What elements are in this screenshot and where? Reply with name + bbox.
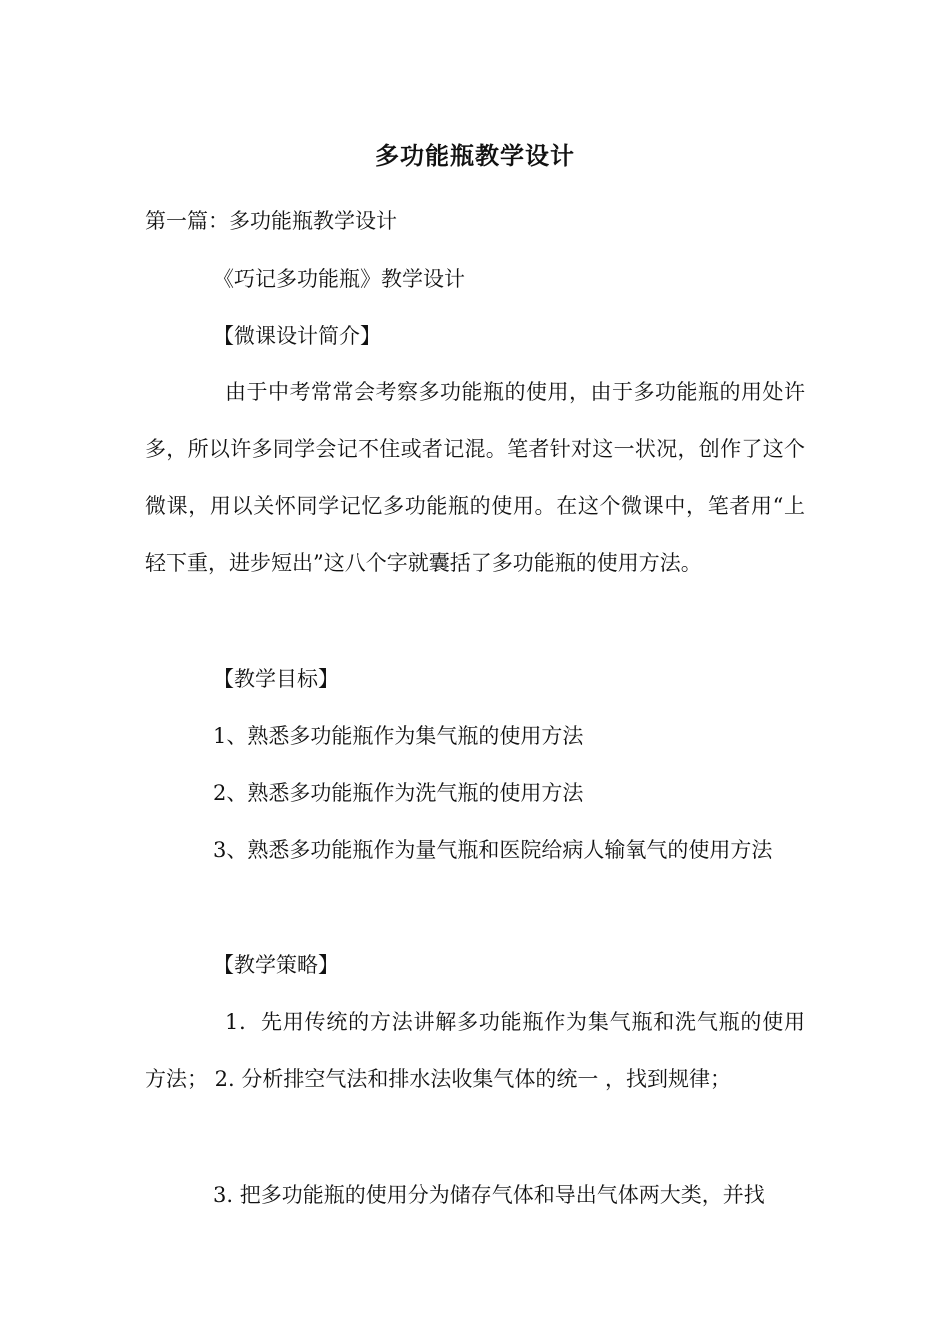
intro-paragraph: 由于中考常常会考察多功能瓶的使用，由于多功能瓶的用处许多，所以许多同学会记不住或者记混。笔者针对这一状况，创作了这个微课，用以关怀同学记忆多功能瓶的使用。在这个微课中，笔者用“上轻下重，进步短出”这八个字就囊括了多功能瓶的使用方法。 xyxy=(145,380,805,575)
part-heading: 第一篇：多功能瓶教学设计 xyxy=(145,209,397,233)
document-title: 多功能瓶教学设计 xyxy=(375,142,575,170)
section-heading-intro: 【微课设计简介】 xyxy=(213,324,381,348)
strategy-paragraph: 1．先用传统的方法讲解多功能瓶作为集气瓶和洗气瓶的使用方法； 2. 分析排空气法和排水法收集气体的统一 ，找到规律； xyxy=(145,1010,805,1091)
section-heading-strategy: 【教学策略】 xyxy=(213,953,339,977)
goal-item-1: 1、熟悉多功能瓶作为集气瓶的使用方法 xyxy=(213,724,584,748)
strategy-item-3: 3. 把多功能瓶的使用分为储存气体和导出气体两大类，并找 xyxy=(213,1183,765,1207)
section-heading-goals: 【教学目标】 xyxy=(213,667,339,691)
sub-title: 《巧记多功能瓶》教学设计 xyxy=(213,267,465,291)
goal-item-3: 3、熟悉多功能瓶作为量气瓶和医院给病人输氧气的使用方法 xyxy=(213,838,773,862)
goal-item-2: 2、熟悉多功能瓶作为洗气瓶的使用方法 xyxy=(213,781,584,805)
